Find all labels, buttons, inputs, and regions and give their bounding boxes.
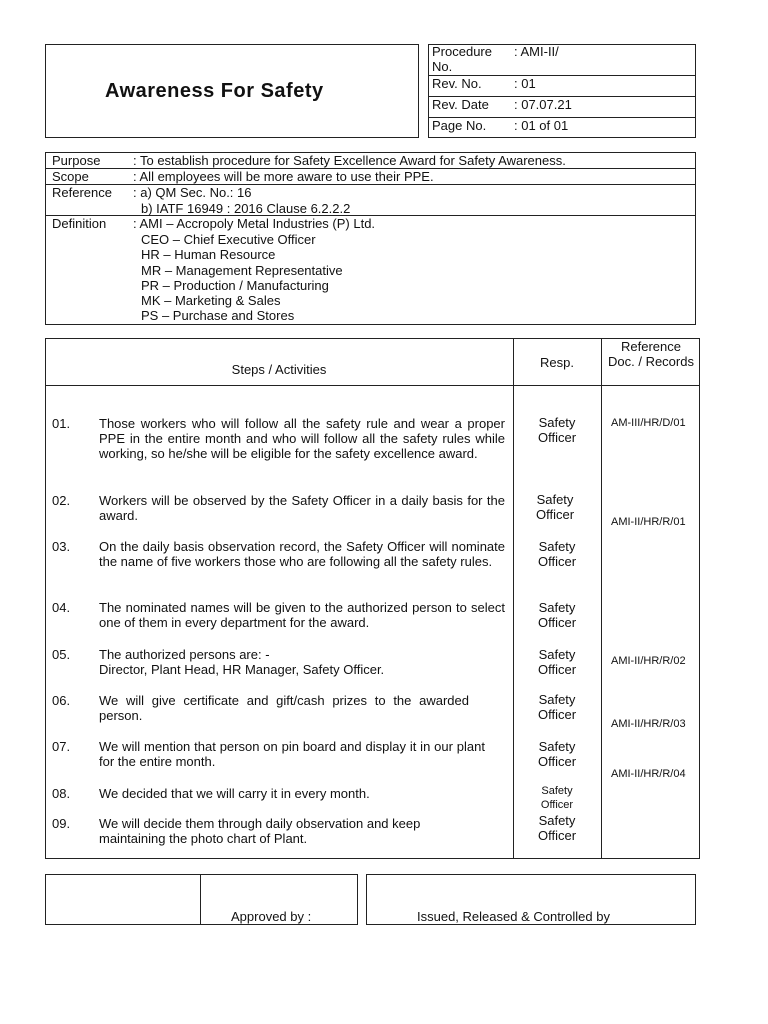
step-text: On the daily basis observation record, the Safety Officer will nominate the name of five workers those who are following all the safety rules. — [99, 539, 505, 569]
step-text: The nominated names will be given to the authorized person to select one of them in every department for the award. — [99, 600, 505, 630]
step-text: We decided that we will carry it in every month. — [99, 786, 370, 801]
step-text: Those workers who will follow all the safety rule and wear a proper PPE in the entire month and who will follow all the safety rules while working, so he/she will be eligible for the safety excellence award. — [99, 416, 505, 461]
reference-b: b) IATF 16949 : 2016 Clause 6.2.2.2 — [141, 201, 351, 216]
divider — [513, 338, 514, 859]
step-number: 07. — [52, 739, 71, 754]
step-resp: Safety Officer — [537, 539, 577, 569]
step-resp: Safety Officer — [537, 415, 577, 445]
reference-record: AMI-II/HR/R/02 — [611, 655, 686, 667]
step-number: 04. — [52, 600, 71, 615]
step-resp: Safety Officer — [537, 692, 577, 722]
step-number: 08. — [52, 786, 71, 801]
step-resp: Safety Officer — [537, 739, 577, 769]
scope-value: : All employees will be more aware to use their PPE. — [133, 169, 434, 184]
purpose-value: : To establish procedure for Safety Excellence Award for Safety Awareness. — [133, 153, 566, 168]
col-header-steps: Steps / Activities — [231, 362, 327, 377]
procedure-no-label: Procedure No. — [432, 44, 492, 74]
step-text: Workers will be observed by the Safety Officer in a daily basis for the award. — [99, 493, 505, 523]
page-title: Awareness For Safety — [105, 80, 324, 102]
definition-line: HR – Human Resource — [141, 247, 276, 262]
rev-date-label: Rev. Date — [432, 97, 489, 112]
definition-line: MR – Management Representative — [141, 263, 343, 278]
rev-date-value: : 07.07.21 — [514, 97, 572, 112]
definition-line: : AMI – Accropoly Metal Industries (P) Ltd. — [133, 216, 376, 231]
step-number: 05. — [52, 647, 71, 662]
scope-label: Scope — [52, 169, 89, 184]
definition-line: PS – Purchase and Stores — [141, 308, 295, 323]
divider — [601, 338, 602, 859]
reference-record: AMI-II/HR/R/04 — [611, 768, 686, 780]
procedure-no-value: : AMI-II/ — [514, 44, 559, 59]
definition-line: PR – Production / Manufacturing — [141, 278, 329, 293]
reference-label: Reference — [52, 185, 112, 200]
step-text: We will mention that person on pin board and display it in our plant for the entire month. — [99, 739, 485, 769]
col-header-resp: Resp. — [540, 355, 574, 370]
issued-by-label: Issued, Released & Controlled by — [417, 909, 610, 924]
reference-a: : a) QM Sec. No.: 16 — [133, 185, 252, 200]
step-text: The authorized persons are: - Director, Plant Head, HR Manager, Safety Officer. — [99, 647, 385, 677]
page-no-label: Page No. — [432, 118, 487, 133]
definition-line: MK – Marketing & Sales — [141, 293, 281, 308]
divider — [200, 874, 201, 925]
reference-record: AMI-II/HR/R/01 — [611, 516, 686, 528]
step-number: 06. — [52, 693, 71, 708]
step-number: 09. — [52, 816, 71, 831]
page-no-value: : 01 of 01 — [514, 118, 569, 133]
reference-record: AM-III/HR/D/01 — [611, 417, 686, 429]
definition-label: Definition — [52, 216, 107, 231]
approved-by-label: Approved by : — [231, 909, 312, 924]
step-resp: Safety Officer — [537, 647, 577, 677]
step-number: 02. — [52, 493, 71, 508]
purpose-label: Purpose — [52, 153, 101, 168]
rev-no-value: : 01 — [514, 76, 536, 91]
reference-record: AMI-II/HR/R/03 — [611, 718, 686, 730]
step-resp: Safety Officer — [535, 492, 575, 522]
step-resp: Safety Officer — [537, 600, 577, 630]
step-resp: Safety Officer — [540, 785, 574, 811]
rev-no-label: Rev. No. — [432, 76, 482, 91]
step-number: 01. — [52, 416, 71, 431]
step-number: 03. — [52, 539, 71, 554]
definition-line: CEO – Chief Executive Officer — [141, 232, 316, 247]
col-header-ref: Reference Doc. / Records — [608, 339, 694, 369]
step-text: We will give certificate and gift/cash prizes to the awarded person. — [99, 693, 469, 723]
step-text: We will decide them through daily observation and keep maintaining the photo chart of Plant. — [99, 816, 421, 846]
step-resp: Safety Officer — [537, 813, 577, 843]
